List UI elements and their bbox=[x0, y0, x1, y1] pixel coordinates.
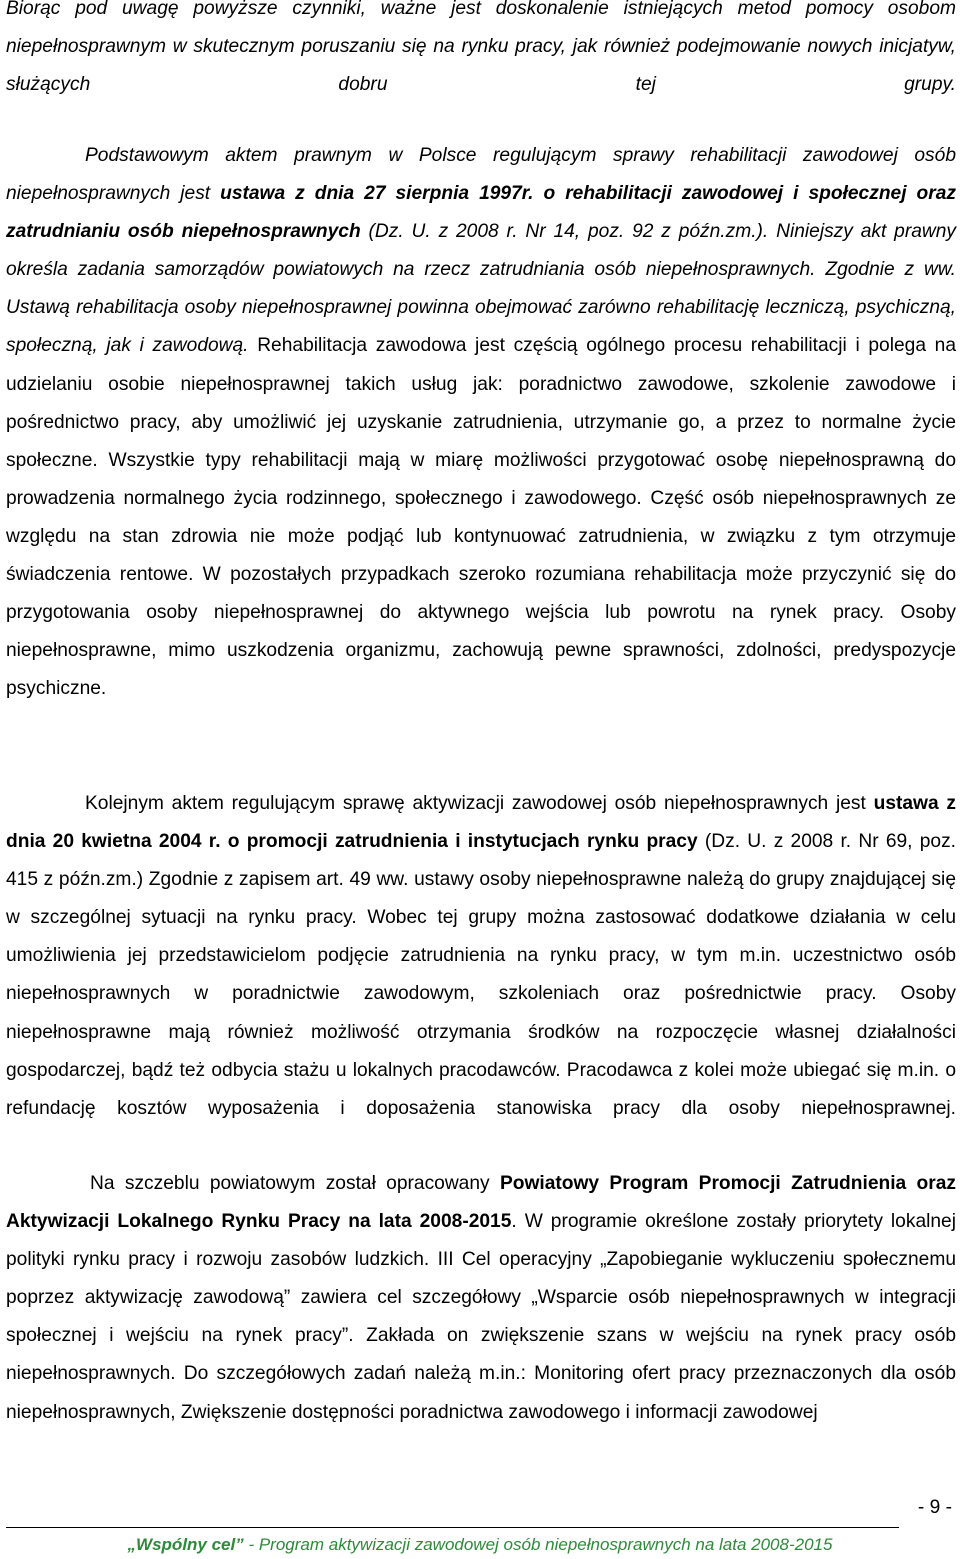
paragraph3-body: (Dz. U. z 2008 r. Nr 69, poz. 415 z późn.zm.) Zgodnie z zapisem art. 49 ww. ustawy osoby niepełnosprawne należą do grupy znajdującej się w szczególnej sytuacji na rynku pracy. Wobec tej grupy można zastosować dodatkowe działania w celu umożliwienia jej przedstawicielom podjęcie zatrudnienia na rynku pracy, w tym m.in. uczestnictwo osób niepełnosprawnych w poradnictwie zawodowym, szkoleniach oraz pośrednictwie pracy. Osoby niepełnosprawne mają również możliwość otrzymania środków na rozpoczęcie własnej działalności gospodarczej, bądź też odbycia stażu u lokalnych pracodawców. Pracodawca z kolei może ubiegać się m.in. o refundację kosztów wyposażenia i doposażenia stanowiska pracy dla osoby niepełnosprawnej. bbox=[6, 831, 957, 1119]
act-1997-citation: (Dz. U. z 2008 r. Nr 14, poz. 92 z późn.zm.). Niniejszy akt prawny określa zadania samorządów powiatowych na rzecz zatrudniania osób niepełnosprawnych. Zgodnie z ww. Ustawą rehabilitacja osoby niepełnosprawnej powinna obejmować zarówno rehabilitację leczniczą, psychiczną, społeczną, jak i zawodową. bbox=[6, 221, 956, 357]
paragraph-intro bbox=[6, 0, 956, 104]
county-program-title: Powiatowy Program Promocji Zatrudnienia oraz Aktywizacji Lokalnego Rynku Pracy na lata 2008-2015 bbox=[6, 1173, 956, 1233]
paragraph-employment-act bbox=[6, 785, 956, 1128]
act-1997-title: o rehabilitacji zawodowej i społecznej oraz zatrudnianiu osób niepełnosprawnych bbox=[6, 183, 956, 243]
act-2004-title: ustawa z dnia 20 kwietna 2004 r. o promocji zatrudnienia i instytucjach rynku pracy bbox=[6, 793, 956, 853]
footer bbox=[0, 1535, 960, 1555]
page-number: - 9 - bbox=[917, 1497, 952, 1518]
footer-subtitle: - Program aktywizacji zawodowej osób niepełnosprawnych na lata 2008-2015 bbox=[243, 1535, 833, 1554]
paragraph-county-program bbox=[6, 1165, 956, 1432]
act-1997-date: ustawa z dnia 27 sierpnia 1997r. bbox=[220, 183, 534, 205]
paragraph2-body: Rehabilitacja zawodowa jest częścią ogólnego procesu rehabilitacji i polega na udzielaniu osobie niepełnosprawnej takich usług jak: poradnictwo zawodowe, szkolenie zawodowe i pośrednictwo pracy, aby umożliwić jej uzyskanie zatrudnienia, utrzymanie go, a przez to normalne życie społeczne. Wszystkie typy rehabilitacji mają w miarę możliwości przygotować osobę niepełnosprawną do prowadzenia normalnego życia rodzinnego, społecznego i zawodowego. Część osób niepełnosprawnych ze względu na stan zdrowia nie może podjąć lub kontynuować zatrudnienia, w związku z tym otrzymuje świadczenia rentowe. W pozostałych przypadkach szeroko rozumiana rehabilitacja może przyczynić się do przygotowania osoby niepełnosprawnej do aktywnego wejścia lub powrotu na rynek pracy. Osoby niepełnosprawne, mimo uszkodzenia organizmu, zachowują pewne sprawności, zdolności, predyspozycje psychiczne. bbox=[6, 335, 956, 700]
footer-title: „Wspólny cel” bbox=[127, 1535, 244, 1554]
paragraph4-body: . W programie określone zostały priorytety lokalnej polityki rynku pracy i rozwoju zasobów ludzkich. III Cel operacyjny „Zapobieganie wykluczeniu społecznemu poprzez aktywizację zawodową” zawiera cel szczegółowy „Wsparcie osób niepełnosprawnych w integracji społecznej i wejściu na rynek pracy”. Zakłada on zwiększenie szans w wejściu na rynek pracy osób niepełnosprawnych. Do szczegółowych zadań należą m.in.: Monitoring ofert pracy przeznaczonych dla osób niepełnosprawnych, Zwiększenie dostępności poradnictwa zawodowego i informacji zawodowej bbox=[6, 1211, 956, 1423]
paragraph2-intro: Podstawowym aktem prawnym w Polsce regulującym sprawy rehabilitacji zawodowej osób niepełnosprawnych jest bbox=[6, 145, 956, 205]
paragraph-intro-text: Biorąc pod uwagę powyższe czynniki, ważne jest doskonalenie istniejących metod pomocy osobom niepełnosprawnym w skutecznym poruszaniu się na rynku pracy, jak również podejmowanie nowych inicjatyw, służących dobru tej grupy. bbox=[6, 0, 956, 96]
paragraph4-intro: Na szczeblu powiatowym został opracowany bbox=[90, 1173, 500, 1194]
footer-divider bbox=[6, 1527, 899, 1528]
paragraph3-intro: Kolejnym aktem regulującym sprawę aktywizacji zawodowej osób niepełnosprawnych jest bbox=[85, 793, 874, 814]
paragraph-rehabilitation-act bbox=[6, 137, 956, 708]
